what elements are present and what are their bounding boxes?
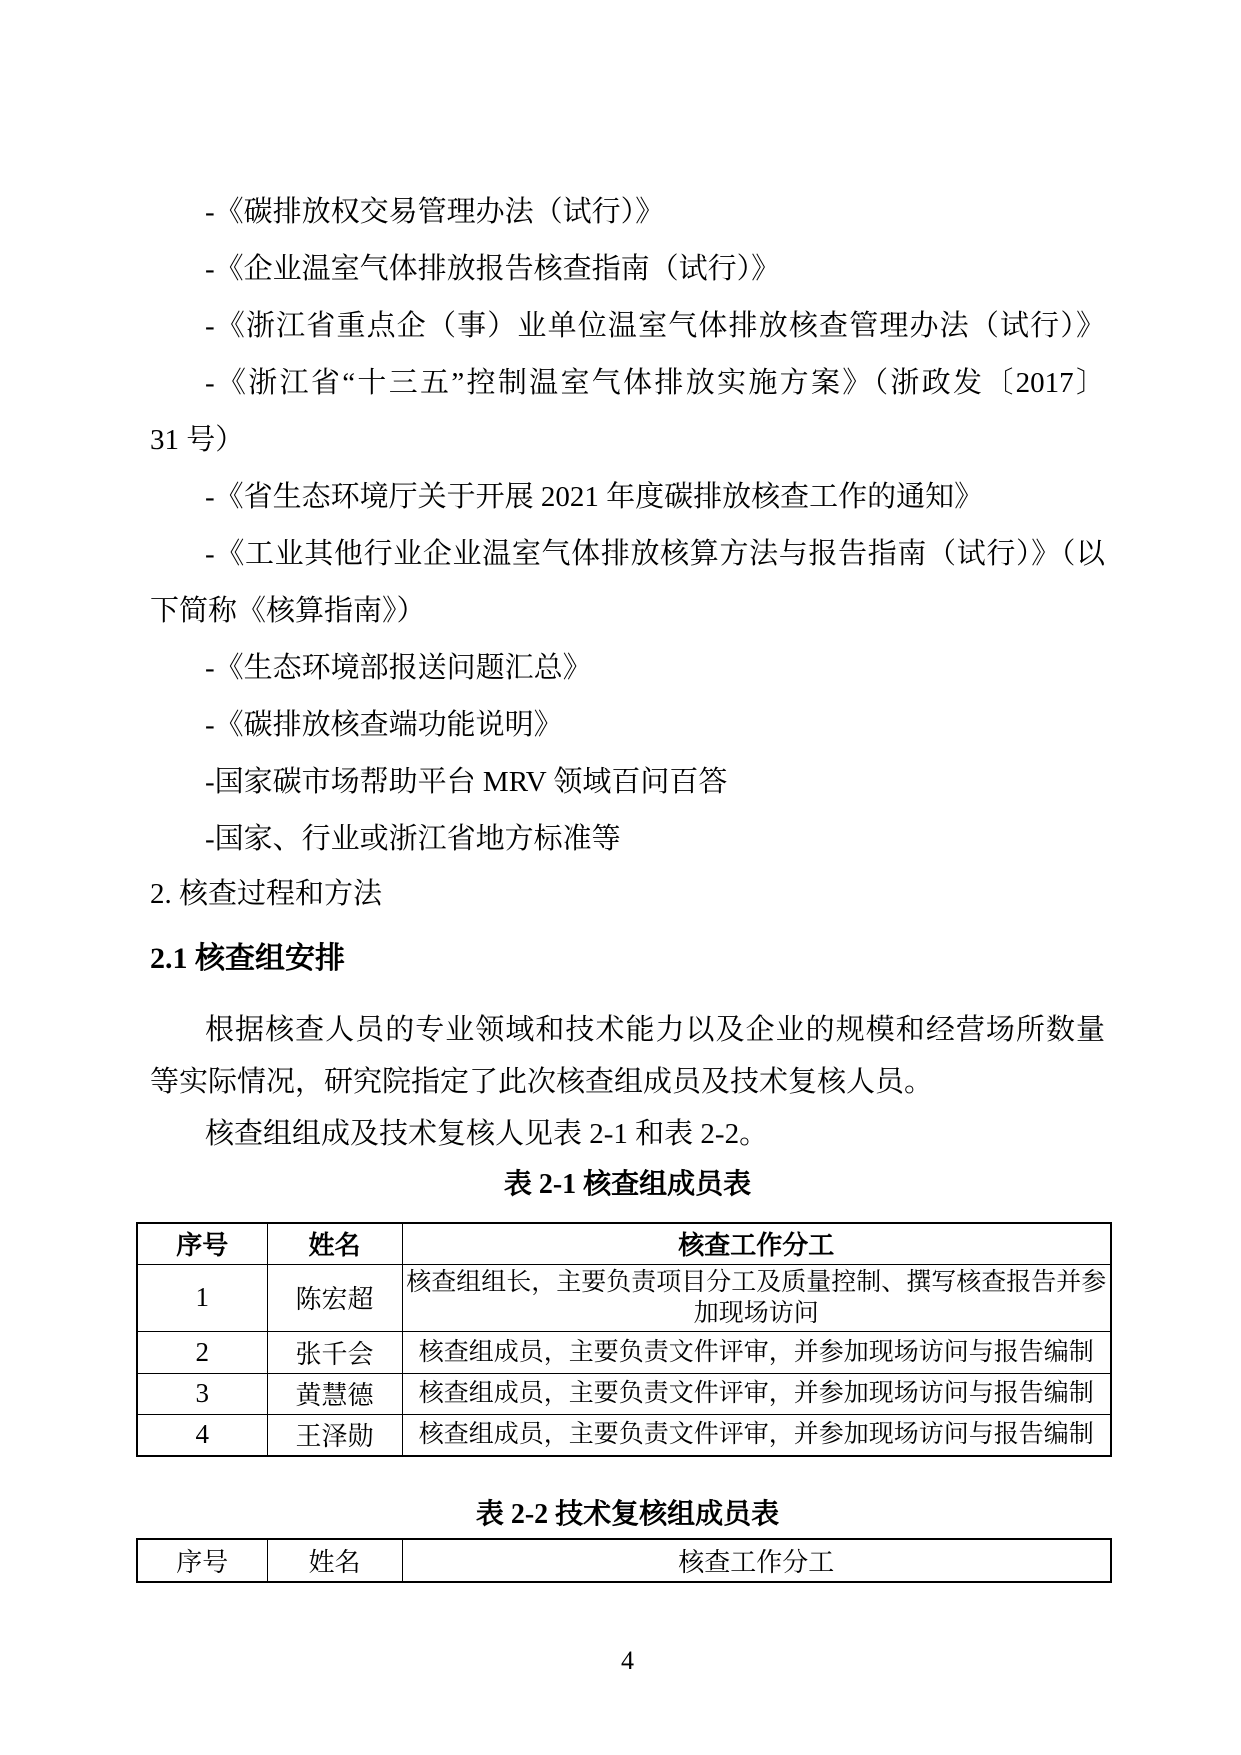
reference-line: -《企业温室气体排放报告核查指南（试行）》 [205, 253, 781, 285]
reference-line: -《生态环境部报送问题汇总》 [205, 652, 592, 684]
reference-line: -国家、行业或浙江省地方标准等 [205, 823, 621, 855]
cell-duty: 核查组组长，主要负责项目分工及质量控制、撰写核查报告并参加现场访问 [402, 1264, 1111, 1331]
reference-line: -《工业其他行业企业温室气体排放核算方法与报告指南（试行）》（以 [205, 538, 1105, 570]
cell-no: 3 [137, 1373, 267, 1414]
reference-line: 下简称《核算指南》） [150, 595, 426, 627]
cell-name: 张千会 [267, 1331, 402, 1373]
cell-name: 黄慧德 [267, 1373, 402, 1414]
section-2-1-heading: 2.1 核查组安排 [150, 942, 345, 975]
cell-duty: 核查组成员，主要负责文件评审，并参加现场访问与报告编制 [402, 1331, 1111, 1373]
reference-line: -《省生态环境厅关于开展 2021 年度碳排放核查工作的通知》 [205, 481, 984, 513]
reference-line: -《碳排放权交易管理办法（试行）》 [205, 196, 665, 228]
page-number: 4 [621, 1646, 634, 1675]
column-header-no: 序号 [137, 1539, 267, 1582]
cell-duty: 核查组成员，主要负责文件评审，并参加现场访问与报告编制 [402, 1373, 1111, 1414]
table-row [137, 1264, 1111, 1331]
table-row [137, 1414, 1111, 1456]
column-header-no: 序号 [137, 1223, 267, 1264]
paragraph-line: 等实际情况，研究院指定了此次核查组成员及技术复核人员。 [150, 1066, 934, 1098]
cell-name: 陈宏超 [267, 1264, 402, 1331]
column-header-duty: 核查工作分工 [402, 1539, 1111, 1582]
table-row [137, 1373, 1111, 1414]
table-header-row [137, 1539, 1111, 1582]
reference-line: -《碳排放核查端功能说明》 [205, 709, 563, 741]
column-header-name: 姓名 [267, 1223, 402, 1264]
reference-line: -《浙江省重点企（事）业单位温室气体排放核查管理办法（试行）》 [205, 310, 1105, 342]
cell-no: 4 [137, 1414, 267, 1456]
cell-name: 王泽勋 [267, 1414, 402, 1456]
reference-line: 31 号） [150, 424, 245, 456]
table-row [137, 1331, 1111, 1373]
technical-review-table [136, 1538, 1112, 1583]
section-2-heading: 2. 核查过程和方法 [150, 878, 383, 910]
reference-line: -《浙江省“十三五”控制温室气体排放实施方案》（浙政发〔2017〕 [205, 367, 1105, 399]
paragraph-line: 根据核查人员的专业领域和技术能力以及企业的规模和经营场所数量 [205, 1014, 1105, 1046]
table-2-2-title: 表 2-2 技术复核组成员表 [475, 1499, 780, 1530]
verification-team-table [136, 1222, 1112, 1457]
column-header-duty: 核查工作分工 [402, 1223, 1111, 1264]
cell-no: 1 [137, 1264, 267, 1331]
reference-line: -国家碳市场帮助平台 MRV 领域百问百答 [205, 766, 728, 798]
column-header-name: 姓名 [267, 1539, 402, 1582]
table-2-1-title: 表 2-1 核查组成员表 [503, 1169, 752, 1200]
cell-no: 2 [137, 1331, 267, 1373]
paragraph-line: 核查组组成及技术复核人见表 2-1 和表 2-2。 [205, 1118, 769, 1150]
table-header-row [137, 1223, 1111, 1264]
cell-duty: 核查组成员，主要负责文件评审，并参加现场访问与报告编制 [402, 1414, 1111, 1456]
